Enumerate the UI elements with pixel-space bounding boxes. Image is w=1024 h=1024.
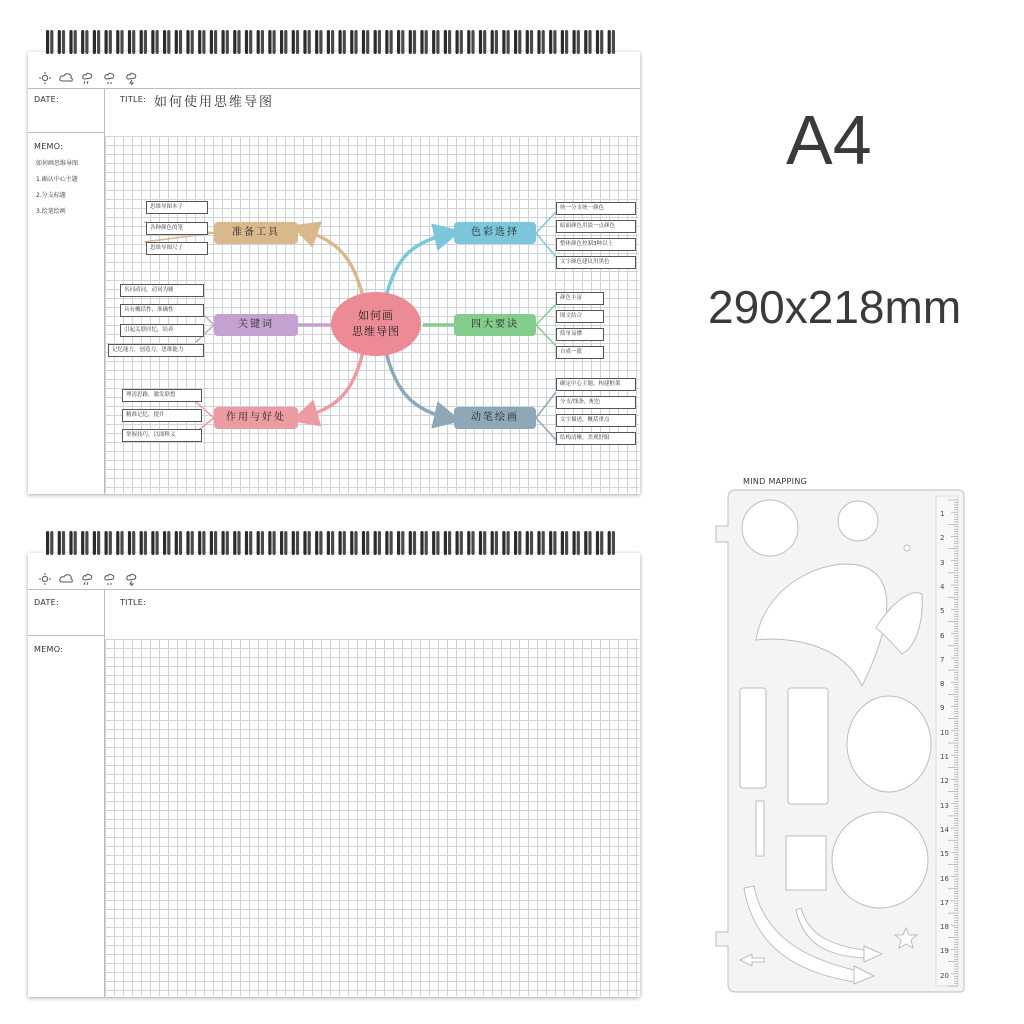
binding-coil bbox=[397, 531, 400, 555]
binding-coil bbox=[608, 531, 611, 555]
binding-coil bbox=[179, 30, 182, 54]
binding-coil bbox=[222, 531, 225, 555]
binding-coil bbox=[343, 30, 346, 54]
binding-coil bbox=[261, 531, 264, 555]
branch-node: 动笔绘画 bbox=[454, 407, 536, 429]
ruler-number: 15 bbox=[940, 850, 949, 859]
binding-coil bbox=[436, 531, 439, 555]
binding-coil bbox=[456, 30, 459, 54]
memo-item: 1.确认中心主题 bbox=[36, 176, 78, 183]
binding-coil bbox=[93, 30, 96, 54]
binding-coil bbox=[303, 531, 306, 555]
binding-coil bbox=[471, 531, 474, 555]
binding-coil bbox=[530, 30, 533, 54]
binding-coil bbox=[85, 531, 88, 555]
binding-coil bbox=[156, 30, 159, 54]
binding-coil bbox=[374, 531, 377, 555]
binding-coil bbox=[366, 30, 369, 54]
stencil-label: MIND MAPPING bbox=[740, 476, 810, 487]
branch-note: 整体颜色控制3种以上 bbox=[556, 238, 636, 251]
binding-coil bbox=[420, 531, 423, 555]
binding-coil bbox=[577, 30, 580, 54]
binding-coil bbox=[268, 30, 271, 54]
binding-coil bbox=[233, 531, 236, 555]
branch-node: 准备工具 bbox=[214, 222, 298, 244]
ruler-number: 3 bbox=[940, 558, 945, 567]
binding-coil bbox=[448, 531, 451, 555]
binding-coil bbox=[128, 30, 131, 54]
branch-note: 文字颜色建议用黑色 bbox=[556, 256, 636, 269]
binding-coil bbox=[74, 531, 77, 555]
binding-coil bbox=[518, 531, 521, 555]
branch-note: 名词动词，动词为辅 bbox=[120, 284, 204, 297]
memo-label: MEMO: bbox=[34, 645, 64, 654]
binding-coil bbox=[186, 30, 189, 54]
binding-coil bbox=[530, 531, 533, 555]
binding-coil bbox=[553, 30, 556, 54]
binding-coil bbox=[448, 30, 451, 54]
binding-coil bbox=[273, 30, 276, 54]
grid-paper bbox=[105, 639, 639, 996]
sun-icon bbox=[39, 573, 51, 585]
branch-note: 记忆能力，创造力，思维能力 bbox=[108, 344, 204, 357]
binding-coil bbox=[163, 531, 166, 555]
binding-coil bbox=[292, 30, 295, 54]
blank-notebook bbox=[28, 553, 640, 997]
binding-coil bbox=[608, 30, 611, 54]
binding-coil bbox=[495, 30, 498, 54]
ruler-number: 1 bbox=[940, 510, 945, 518]
weather-icon-row bbox=[38, 572, 158, 586]
binding-coil bbox=[444, 30, 447, 54]
stencil-body bbox=[704, 476, 970, 1012]
binding-coil bbox=[588, 531, 591, 555]
binding-coil bbox=[249, 531, 252, 555]
binding-coil bbox=[156, 531, 159, 555]
branch-note: 颜色丰富 bbox=[556, 292, 604, 305]
binding-coil bbox=[257, 531, 260, 555]
binding-coil bbox=[120, 30, 123, 54]
binding-coil bbox=[50, 30, 53, 54]
binding-coil bbox=[249, 30, 252, 54]
binding-coil bbox=[116, 30, 119, 54]
branch-node: 作用与好处 bbox=[214, 407, 298, 429]
ruler-number: 5 bbox=[940, 607, 945, 616]
ruler-number: 17 bbox=[940, 898, 949, 907]
binding-coil bbox=[105, 531, 108, 555]
branch-note: 理清思路，激发联想 bbox=[122, 389, 202, 402]
binding-coil bbox=[378, 531, 381, 555]
binding-coil bbox=[62, 30, 65, 54]
binding-coil bbox=[413, 30, 416, 54]
ruler-number: 16 bbox=[940, 874, 949, 883]
mind-map-notebook bbox=[28, 52, 640, 494]
binding-coil bbox=[502, 30, 505, 54]
binding-coil bbox=[105, 30, 108, 54]
branch-note: 结构清晰，美观舒服 bbox=[556, 432, 636, 445]
binding-coil bbox=[167, 30, 170, 54]
binding-coil bbox=[327, 531, 330, 555]
binding-coil bbox=[116, 531, 119, 555]
binding-coil bbox=[144, 531, 147, 555]
branch-note: 自成一派 bbox=[556, 346, 604, 359]
binding-coil bbox=[74, 30, 77, 54]
binding-coil bbox=[151, 531, 154, 555]
binding-coil bbox=[374, 30, 377, 54]
binding-coil bbox=[69, 531, 72, 555]
binding-coil bbox=[226, 30, 229, 54]
binding-coil bbox=[565, 30, 568, 54]
binding-coil bbox=[198, 531, 201, 555]
ruler-number: 9 bbox=[940, 704, 945, 713]
binding-coil bbox=[362, 531, 365, 555]
branch-note: 图文结合 bbox=[556, 310, 604, 323]
binding-coil bbox=[397, 30, 400, 54]
size-label: A4 bbox=[786, 101, 872, 179]
ruler-number: 14 bbox=[940, 825, 949, 834]
ruler-number: 8 bbox=[940, 680, 945, 689]
center-node-line: 思维导图 bbox=[352, 325, 400, 338]
binding-coil bbox=[479, 531, 482, 555]
binding-coil bbox=[483, 531, 486, 555]
binding-coil bbox=[471, 30, 474, 54]
binding-coil bbox=[425, 30, 428, 54]
binding-coil bbox=[198, 30, 201, 54]
binding-coil bbox=[413, 531, 416, 555]
binding-coil bbox=[495, 531, 498, 555]
branch-note: 统一分支统一颜色 bbox=[556, 202, 636, 215]
binding-coil bbox=[210, 531, 213, 555]
binding-coil bbox=[280, 30, 283, 54]
ruler-number: 19 bbox=[940, 947, 949, 956]
binding-coil bbox=[175, 531, 178, 555]
binding-coil bbox=[573, 531, 576, 555]
binding-coil bbox=[596, 531, 599, 555]
binding-coil bbox=[296, 30, 299, 54]
branch-note: 分支/线条，配色 bbox=[556, 396, 636, 409]
cloud-icon bbox=[60, 575, 73, 582]
binding-coil bbox=[425, 531, 428, 555]
branch-node: 关键词 bbox=[214, 314, 298, 336]
ruler-number: 11 bbox=[940, 753, 949, 761]
mind-mapping-stencil bbox=[704, 476, 970, 1012]
binding-coil bbox=[296, 531, 299, 555]
branch-note: 文字描述，概括重点 bbox=[556, 414, 636, 427]
binding-coil bbox=[553, 531, 556, 555]
binding-coil bbox=[167, 531, 170, 555]
binding-coil bbox=[600, 30, 603, 54]
binding-coil bbox=[526, 531, 529, 555]
weather-icons bbox=[38, 571, 158, 585]
binding-coil bbox=[584, 531, 587, 555]
binding-coil bbox=[280, 531, 283, 555]
binding-coil bbox=[331, 531, 334, 555]
binding-coil bbox=[268, 531, 271, 555]
binding-coil bbox=[390, 531, 393, 555]
binding-coil bbox=[222, 30, 225, 54]
binding-coil bbox=[507, 531, 510, 555]
branch-note: 具有概括性，准确性 bbox=[120, 304, 204, 317]
binding-coil bbox=[432, 30, 435, 54]
binding-coil bbox=[502, 531, 505, 555]
binding-coil bbox=[191, 531, 194, 555]
binding-coil bbox=[202, 30, 205, 54]
binding-coil bbox=[62, 531, 65, 555]
binding-coil bbox=[588, 30, 591, 54]
binding-coil bbox=[537, 30, 540, 54]
branch-node: 四大要诀 bbox=[454, 314, 536, 336]
binding-coil bbox=[132, 30, 135, 54]
binding-coil bbox=[378, 30, 381, 54]
memo-item: 2.分支标题 bbox=[36, 192, 66, 199]
binding-coil bbox=[58, 531, 61, 555]
binding-coil bbox=[549, 30, 552, 54]
binding-coil bbox=[409, 531, 412, 555]
binding-coil bbox=[303, 30, 306, 54]
binding-coil bbox=[339, 30, 342, 54]
memo-label: MEMO: bbox=[34, 142, 64, 151]
binding-coil bbox=[436, 30, 439, 54]
branch-note: 确定中心主题，构建框架 bbox=[556, 378, 636, 391]
branch-note: 思维导图本子 bbox=[146, 201, 208, 214]
binding-coil bbox=[401, 30, 404, 54]
binding-coil bbox=[69, 30, 72, 54]
mind-map-connectors bbox=[28, 52, 640, 494]
binding-coil bbox=[467, 30, 470, 54]
binding-coil bbox=[226, 531, 229, 555]
binding-coil bbox=[507, 30, 510, 54]
binding-coil bbox=[233, 30, 236, 54]
binding-coil bbox=[460, 30, 463, 54]
ruler-number: 2 bbox=[940, 534, 945, 543]
binding-coil bbox=[460, 531, 463, 555]
binding-coil bbox=[339, 531, 342, 555]
cloud-snow-icon bbox=[105, 574, 114, 585]
binding-coil bbox=[354, 531, 357, 555]
binding-coil bbox=[354, 30, 357, 54]
ruler-number: 13 bbox=[940, 801, 949, 810]
binding-coil bbox=[542, 531, 545, 555]
binding-coil bbox=[542, 30, 545, 54]
binding-coil bbox=[58, 30, 61, 54]
ruler-number: 4 bbox=[940, 582, 945, 591]
branch-note: 简单易懂 bbox=[556, 328, 604, 341]
date-label: DATE: bbox=[34, 95, 60, 104]
binding-coil bbox=[97, 30, 100, 54]
binding-coil bbox=[163, 30, 166, 54]
binding-coil bbox=[390, 30, 393, 54]
binding-coil bbox=[385, 30, 388, 54]
title-label: TITLE: bbox=[120, 95, 147, 104]
binding-coil bbox=[409, 30, 412, 54]
branch-note: 精准记忆，提升 bbox=[122, 409, 202, 422]
binding-coil bbox=[132, 531, 135, 555]
binding-coil bbox=[257, 30, 260, 54]
binding-coil bbox=[577, 531, 580, 555]
branch-note: 掌握技巧，以图释义 bbox=[122, 429, 202, 442]
binding-coil bbox=[514, 30, 517, 54]
binding-coil bbox=[214, 531, 217, 555]
binding-coil bbox=[479, 30, 482, 54]
binding-coil bbox=[210, 30, 213, 54]
binding-coil bbox=[191, 30, 194, 54]
center-node bbox=[331, 292, 421, 356]
binding-coil bbox=[401, 531, 404, 555]
binding-coil bbox=[491, 30, 494, 54]
binding-coil bbox=[315, 531, 318, 555]
binding-coil bbox=[612, 30, 615, 54]
binding-coil bbox=[315, 30, 318, 54]
binding-coil bbox=[350, 531, 353, 555]
binding-coil bbox=[273, 531, 276, 555]
ruler-number: 6 bbox=[940, 631, 945, 640]
binding-coil bbox=[526, 30, 529, 54]
binding-coil bbox=[467, 531, 470, 555]
cloud-rain-icon bbox=[83, 574, 92, 585]
ruler-number: 20 bbox=[940, 971, 949, 980]
branch-note: 思维导图尺子 bbox=[146, 242, 208, 255]
ruler-numbers bbox=[940, 506, 960, 996]
binding-coil bbox=[202, 531, 205, 555]
binding-coil bbox=[343, 531, 346, 555]
binding-coil bbox=[456, 531, 459, 555]
ruler-number: 7 bbox=[940, 655, 945, 664]
binding-coil bbox=[432, 531, 435, 555]
binding-coil bbox=[245, 30, 248, 54]
binding-coil bbox=[308, 531, 311, 555]
binding-coil bbox=[385, 531, 388, 555]
dimensions-label: 290x218mm bbox=[708, 281, 962, 333]
binding-coil bbox=[214, 30, 217, 54]
binding-coil bbox=[319, 531, 322, 555]
binding-coil bbox=[179, 531, 182, 555]
binding-coil bbox=[50, 531, 53, 555]
memo-item: 3.绘笔绘画 bbox=[36, 208, 66, 215]
binding-coil bbox=[565, 531, 568, 555]
branch-note: 各种颜色的笔 bbox=[146, 222, 208, 235]
memo-item: 如何画思维导图 bbox=[36, 160, 79, 167]
center-node-line: 如何画 bbox=[358, 309, 394, 322]
binding-coil bbox=[483, 30, 486, 54]
binding-coil bbox=[128, 531, 131, 555]
binding-coil bbox=[308, 30, 311, 54]
binding-coil bbox=[81, 531, 84, 555]
binding-coil bbox=[549, 531, 552, 555]
binding-coil bbox=[93, 531, 96, 555]
ruler-number: 18 bbox=[940, 923, 949, 932]
binding-coil bbox=[245, 531, 248, 555]
binding-coil bbox=[600, 531, 603, 555]
binding-coil bbox=[109, 30, 112, 54]
page-title: 如何使用思维导图 bbox=[154, 95, 275, 110]
cloud-lightning-icon bbox=[127, 574, 136, 586]
binding-coil bbox=[319, 30, 322, 54]
binding-coil bbox=[573, 30, 576, 54]
binding-coil bbox=[537, 531, 540, 555]
binding-coil bbox=[261, 30, 264, 54]
spiral-binding bbox=[38, 525, 630, 559]
binding-coil bbox=[237, 30, 240, 54]
binding-coil bbox=[120, 531, 123, 555]
ruler-number: 12 bbox=[940, 777, 949, 786]
branch-note: 暗面颜色用淡一点颜色 bbox=[556, 220, 636, 233]
ruler-number: 10 bbox=[940, 728, 949, 737]
binding-coil bbox=[144, 30, 147, 54]
binding-coil bbox=[491, 531, 494, 555]
binding-coil bbox=[237, 531, 240, 555]
binding-coil bbox=[140, 531, 143, 555]
binding-coil bbox=[350, 30, 353, 54]
binding-coil bbox=[561, 30, 564, 54]
binding-coil bbox=[85, 30, 88, 54]
binding-coil bbox=[109, 531, 112, 555]
binding-coil bbox=[612, 531, 615, 555]
binding-coil bbox=[97, 531, 100, 555]
binding-coil bbox=[46, 30, 49, 54]
date-label: DATE: bbox=[34, 598, 60, 607]
binding-coil bbox=[596, 30, 599, 54]
title-label: TITLE: bbox=[120, 598, 147, 607]
binding-coil bbox=[292, 531, 295, 555]
binding-coil bbox=[140, 30, 143, 54]
binding-coil bbox=[81, 30, 84, 54]
branch-node: 色彩选择 bbox=[454, 222, 536, 244]
binding-coil bbox=[561, 531, 564, 555]
binding-coil bbox=[362, 30, 365, 54]
binding-coil bbox=[366, 531, 369, 555]
binding-coil bbox=[186, 531, 189, 555]
binding-coil bbox=[444, 531, 447, 555]
binding-coil bbox=[284, 531, 287, 555]
binding-coil bbox=[514, 531, 517, 555]
branch-note: 引起关联回忆，培养 bbox=[120, 324, 204, 337]
binding-coil bbox=[284, 30, 287, 54]
binding-coil bbox=[331, 30, 334, 54]
binding-coil bbox=[518, 30, 521, 54]
binding-coil bbox=[420, 30, 423, 54]
binding-coil bbox=[175, 30, 178, 54]
binding-coil bbox=[584, 30, 587, 54]
binding-coil bbox=[46, 531, 49, 555]
binding-coil bbox=[151, 30, 154, 54]
binding-coil bbox=[327, 30, 330, 54]
